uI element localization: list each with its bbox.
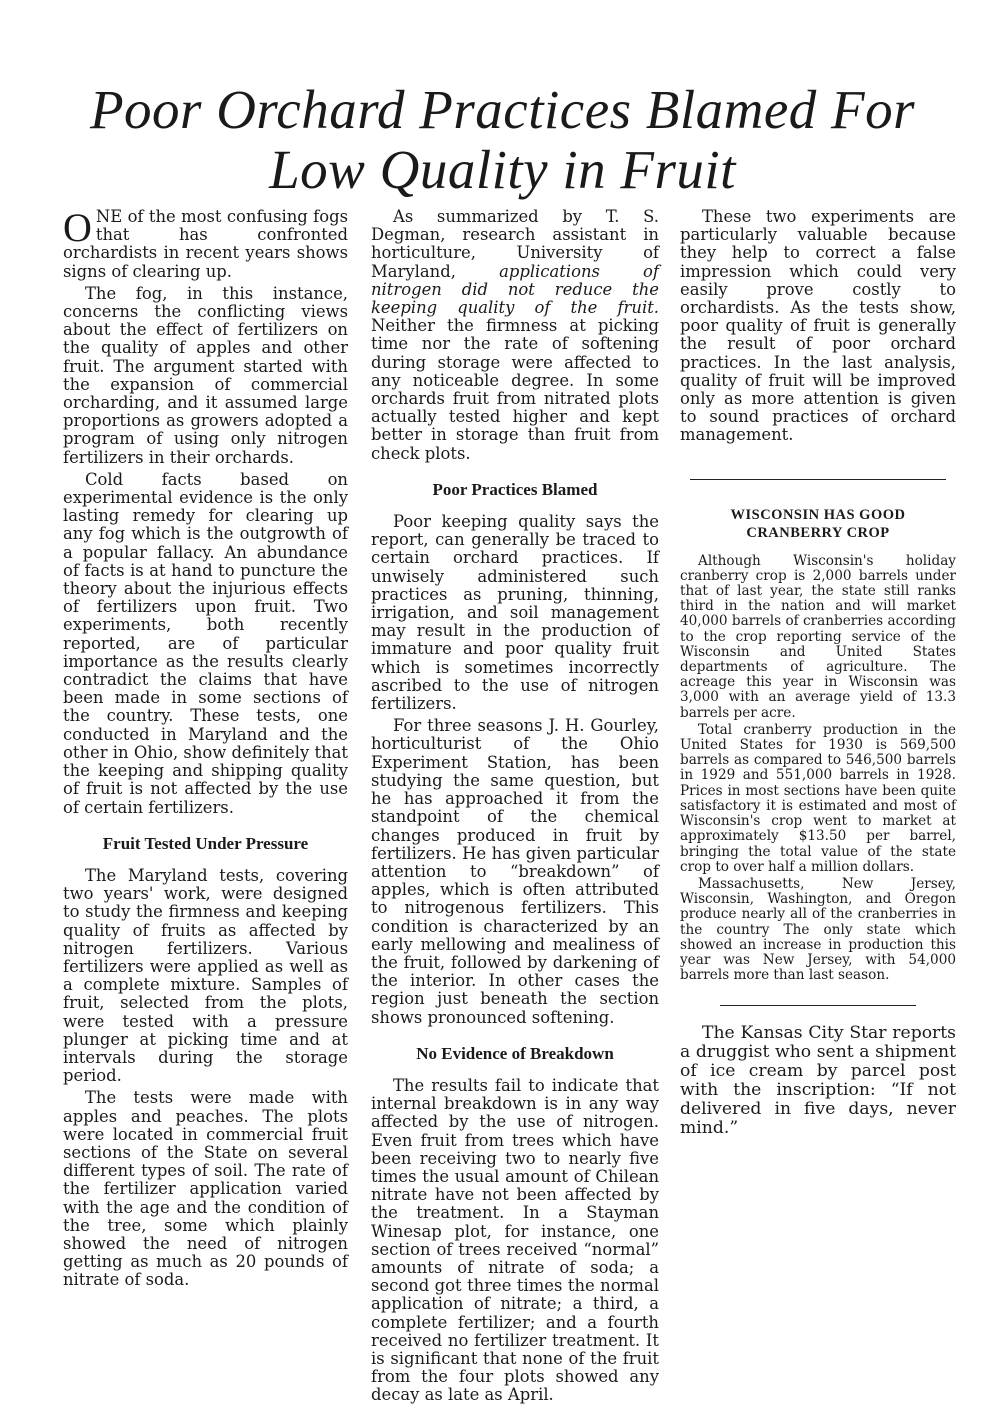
column-1 — [63, 205, 348, 1294]
italic-finding: applications of nitrogen did not reduce the keeping quality of the fruit. — [371, 261, 659, 318]
subhead-fruit-tested: Fruit Tested Under Pressure — [102, 833, 309, 853]
article-paragraph-2: The fog, in this instance, concerns the conflicting views about the effect of fertilizers on the quality of apples and other fruit. The argument started with the expansion of commercial orcharding, and it assumed large proportions as growers adopted a program of using only nitrogen fertilizers in their orchards. — [63, 283, 348, 467]
filler-paragraph: The Kansas City Star reports a druggist who sent a shipment of ice cream by parcel post with the inscription: “If not delivered in five days, never mind.” — [680, 1023, 956, 1139]
subhead-poor-practices: Poor Practices Blamed — [432, 479, 598, 499]
sidebar-title: WISCONSIN HAS GOOD CRANBERRY CROP — [730, 506, 906, 541]
article-paragraph-6: As summarized by T. S. Degman, research assistant in horticulture, University of Maryland, applications of nitrogen did not reduce the keeping quality of the fruit. Neither the firmness at picking time nor the rate of softening during storage were affected to any noticeable degree. In some orchards fruit from nitrated plots actually tested higher and kept better in storage than fruit from check plots. — [371, 207, 659, 463]
article-paragraph-7: Poor keeping quality says the report, can generally be traced to certain orchard practices. If unwisely administered such practices as pruning, thinning, irrigation, and soil management may result in the production of immature and poor quality fruit which is sometimes incorrectly ascribed to the use of nitrogen fertilizers. — [371, 512, 659, 714]
article-paragraph-4: The Maryland tests, covering two years' work, were designed to study the firmness and keeping quality of fruits as affected by nitrogen fertilizers. Various fertilizers were applied as well as a complete mixture. Samples of fruit, selected from the plots, were tested with a pressure plunger at picking time and at intervals during the storage period. — [63, 865, 348, 1086]
sidebar-paragraph-1: Although Wisconsin's holiday cranberry crop is 2,000 barrels under that of last year, the state still ranks third in the nation and will market 40,000 barrels of cranberries according to the crop reporting service of the Wisconsin and United States departments of agriculture. The acreage this year in Wisconsin was 3,000 with an average yield of 13.3 barrels per acre. — [680, 552, 956, 721]
article-paragraph-1: ONE of the most confusing fogs that has confronted orchardists in recent years shows signs of clearing up. — [63, 205, 348, 281]
filler-story — [680, 1024, 956, 1138]
drop-cap: O — [63, 205, 92, 250]
column-3 — [680, 208, 956, 1142]
article-paragraph-10: These two experiments are particularly valuable because they help to correct a false impression which could very easily prove costly to orchardists. As the tests show, poor quality of fruit is generally the result of poor orchard practices. In the last analysis, quality of fruit will be improved only as more attention is given to sound practices of orchard management. — [680, 207, 956, 445]
subhead-no-evidence: No Evidence of Breakdown — [416, 1043, 614, 1063]
divider — [690, 479, 946, 480]
article-paragraph-5: The tests were made with apples and peaches. The plots were located in commercial fruit sections of the State on several different types of soil. The rate of the fertilizer application varied with the age and the condition of the tree, some which plainly showed the need of nitrogen getting as much as 20 pounds of nitrate of soda. — [63, 1088, 348, 1290]
column-2 — [371, 208, 659, 1409]
sidebar-story — [680, 554, 956, 984]
article-paragraph-9: The results fail to indicate that internal breakdown is in any way affected by the use of nitrogen. Even fruit from trees which have been receiving two to nearly five times the usual amount of Chilean nitrate have not been affected by the treatment. In a Stayman Winesap plot, for instance, one section of trees received “normal” amounts of nitrate of soda; a second got three times the normal application of nitrate; a third, a complete fertilizer; and a fourth received no fertilizer treatment. It is significant that none of the fruit from the four plots showed any decay as late as April. — [371, 1075, 659, 1405]
headline-line-1: Poor Orchard Practices Blamed For — [89, 79, 916, 140]
article-paragraph-8: For three seasons J. H. Gourley, horticulturist of the Ohio Experiment Station, has been studying the same question, but he has approached it from the standpoint of the chemical changes produced in fruit by fertilizers. He has given particular attention to “breakdown” of apples, which is often attributed to nitrogenous fertilizers. This condition is characterized by an early mellowing and mealiness of the fruit, followed by darkening of the interior. In other cases the region just beneath the section shows pronounced softening. — [371, 716, 659, 1027]
headline — [0, 80, 1005, 200]
divider-short — [720, 1005, 916, 1006]
headline-line-2: Low Quality in Fruit — [269, 139, 736, 200]
article-paragraph-3: Cold facts based on experimental evidence is the only lasting remedy for clearing up any fog which is the outgrowth of a popular fallacy. An abundance of facts is at hand to puncture the theory about the injurious effects of fertilizers upon fruit. Two experiments, both recently reported, are of particular importance as the results clearly contradict the claims that have been made in some sections of the country. These tests, one conducted in Maryland and the other in Ohio, show definitely that the keeping and shipping quality of fruit is not affected by the use of certain fertilizers. — [63, 469, 348, 817]
sidebar-paragraph-2: Total cranberry production in the United States for 1930 is 569,500 barrels as compared to 546,500 barrels in 1929 and 551,000 barrels in 1928. Prices in most sections have been quite satisfactory it is estimated and most of Wisconsin's crop went to market at approximately $13.50 per barrel, bringing the total value of the state crop to over half a million dollars. — [680, 721, 956, 875]
sidebar-paragraph-3: Massachusetts, New Jersey, Wisconsin, Washington, and Oregon produce nearly all of the cranberries in the country The only state which showed an increase in production this year was New Jersey, with 54,000 barrels more than last season. — [680, 875, 956, 984]
